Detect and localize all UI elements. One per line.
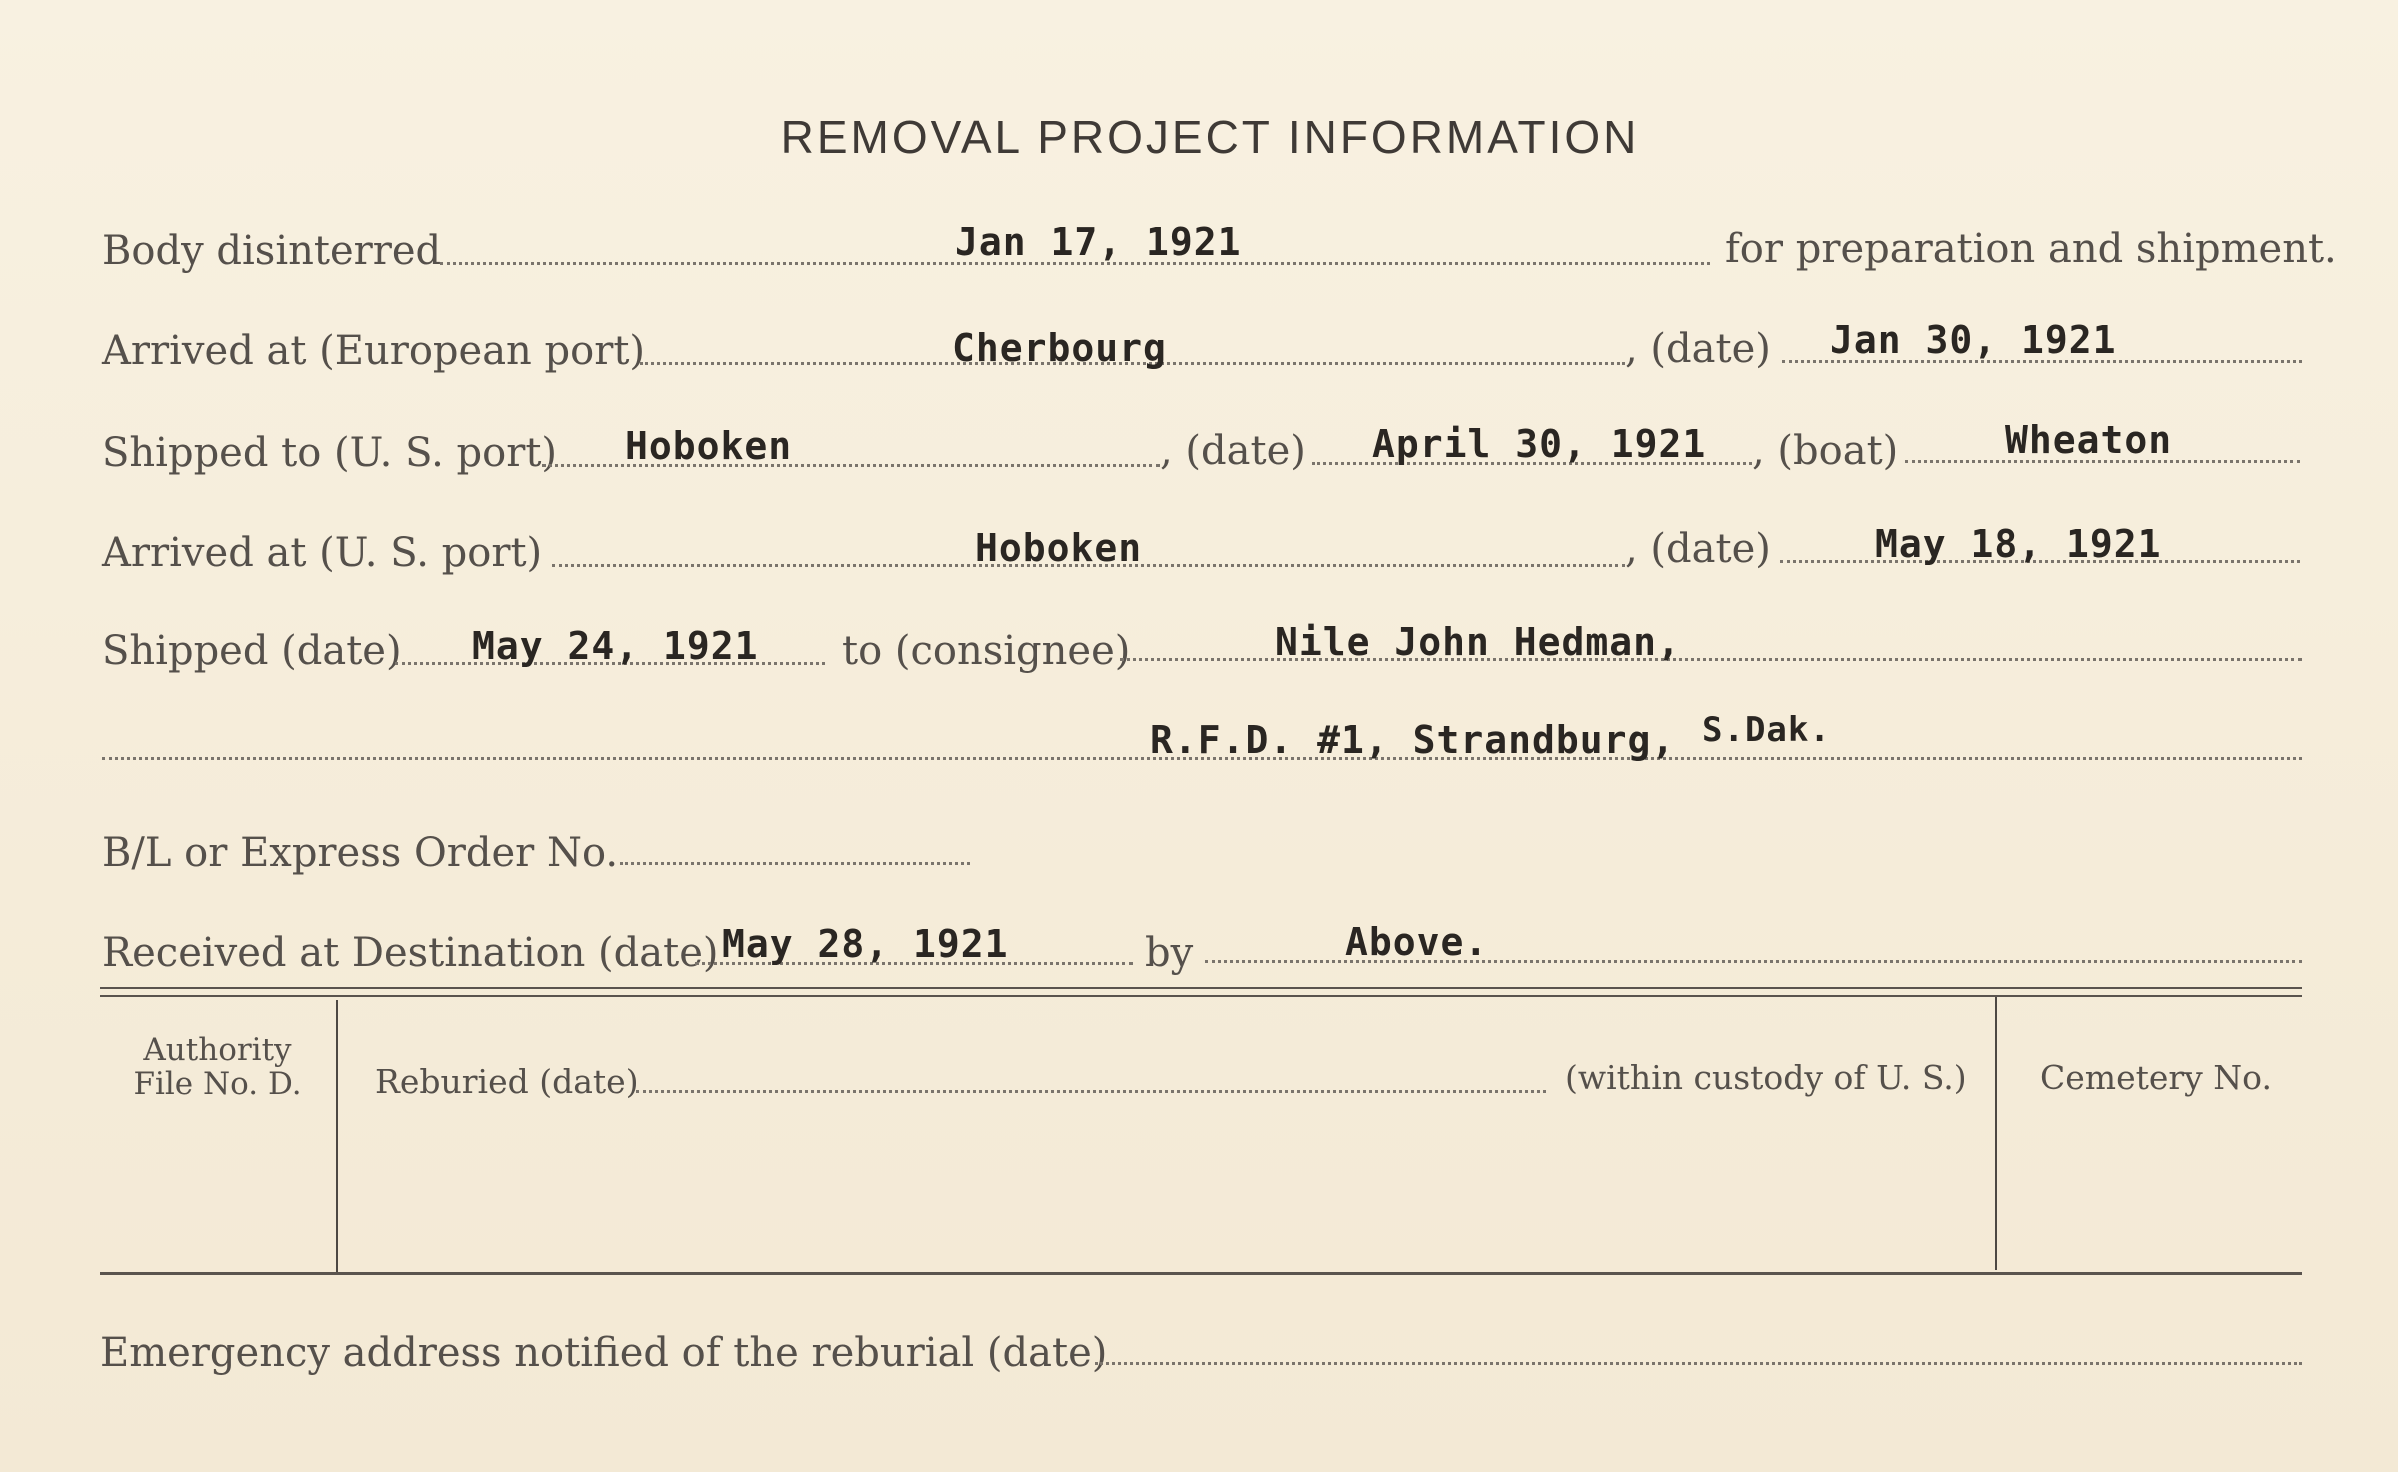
consignee-state: S.Dak. <box>1702 710 1831 750</box>
boat-value: Wheaton <box>2005 418 2173 462</box>
emergency-address-line <box>1095 1362 2302 1365</box>
top-double-rule-2 <box>100 995 2302 997</box>
shipped-date2-value: May 24, 1921 <box>472 624 759 668</box>
emergency-address-label: Emergency address notified of the reburial (date) <box>100 1330 1108 1376</box>
reburied-line <box>636 1090 1546 1093</box>
received-by-label: by <box>1145 930 1194 976</box>
consignee-address: R.F.D. #1, Strandburg, <box>1150 718 1676 762</box>
cemetery-label: Cemetery No. <box>2040 1058 2272 1097</box>
bl-order-label: B/L or Express Order No. <box>102 830 619 876</box>
body-disinterred-date: Jan 17, 1921 <box>955 220 1242 264</box>
shipped-date-label: , (date) <box>1160 428 1306 474</box>
shipment-suffix: for preparation and shipment. <box>1725 226 2337 272</box>
authority-line2: File No. D. <box>133 1066 302 1102</box>
us-port-shipped-value: Hoboken <box>625 424 793 468</box>
us-arrival-date: May 18, 1921 <box>1875 522 2162 566</box>
bottom-rule <box>100 1272 2302 1275</box>
received-by-value: Above. <box>1345 920 1489 964</box>
shipped-date2-label: Shipped (date) <box>102 628 402 674</box>
top-double-rule-1 <box>100 987 2302 989</box>
us-port-arrived-value: Hoboken <box>975 526 1143 570</box>
custody-label: (within custody of U. S.) <box>1565 1058 1967 1097</box>
us-port-arrived-label: Arrived at (U. S. port) <box>102 530 543 576</box>
european-arrival-date-label: , (date) <box>1625 326 1771 372</box>
body-disinterred-label: Body disinterred <box>102 228 442 274</box>
european-port-label: Arrived at (European port) <box>102 328 646 374</box>
authority-line1: Authority <box>143 1032 292 1068</box>
us-port-shipped-label: Shipped to (U. S. port) <box>102 430 557 476</box>
authority-label <box>105 1033 330 1101</box>
consignee-name: Nile John Hedman, <box>1275 620 1681 664</box>
box-divider-right <box>1995 997 1997 1270</box>
bl-order-line <box>620 862 970 865</box>
european-port-value: Cherbourg <box>952 326 1167 370</box>
shipped-date-value: April 30, 1921 <box>1372 422 1707 466</box>
box-divider-left <box>336 1000 338 1275</box>
us-arrival-date-label: , (date) <box>1625 526 1771 572</box>
received-date: May 28, 1921 <box>722 922 1009 966</box>
reburied-label: Reburied (date) <box>375 1062 639 1101</box>
received-destination-label: Received at Destination (date) <box>102 930 719 976</box>
consignee-label: to (consignee) <box>842 628 1131 674</box>
boat-label: , (boat) <box>1752 428 1899 474</box>
card-title: REMOVAL PROJECT INFORMATION <box>780 111 1640 163</box>
european-arrival-date: Jan 30, 1921 <box>1830 318 2117 362</box>
